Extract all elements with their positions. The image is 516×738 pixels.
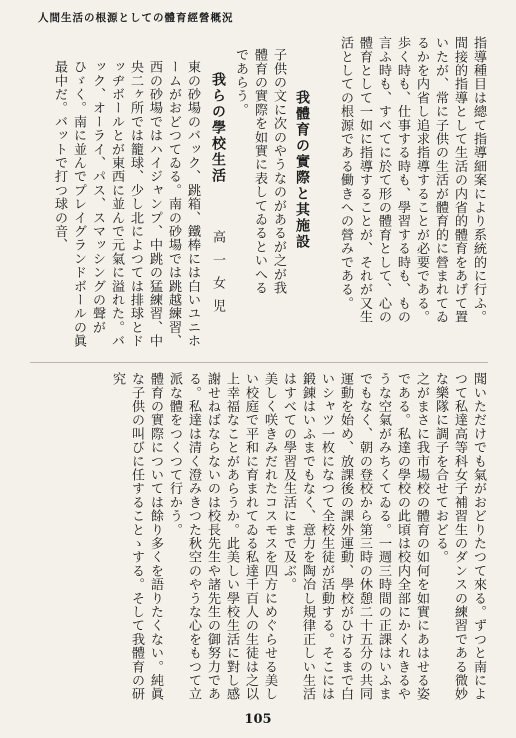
article-title: 我らの學校生活 (210, 72, 226, 184)
section-divider (30, 362, 488, 363)
running-header: 人間生活の根源としての體育經營概況 (38, 12, 234, 24)
intro-paragraph: 子供の文に次のやうなのがあるが之が我體育の實際を如實に表してゐるといへるであらう。 (233, 48, 286, 295)
section-heading: 我體育の實際と其施設 (294, 90, 310, 250)
bottom-body-text: 聞いただけでも氣がおどりたつて來る。ずつと南によつて私達高等科女子補習生のダンスの練習である微妙な樂隊に調子を合せておどる。 之がまさに我市場校の體育の如何を如實にあはせる姿である。私達の學校の此頃は校内全部にかくれきるやうな空氣がみちくてゐる。一週三時間の正課はいふまでもなく、朝の登校から第三時の休憩二十五分の共同運動を始め、放課後の課外運動、學校がひけるまで白いシャツ一枚になつて全校生徒が活動する。そこには鍛錬はいふまでもなく、意力を陶冶し規律正しい生活はすべての學習及生活にまで及ぶ。 美しく咲きみだれたコスモスを四方にめぐらせる美しい校庭で平和に育まれてゐる私達千百人の生徒は之以上幸福なことがあらうか。此美しい學校生活に對し感謝せねばならないのは校長先生や諸先生の御努力である。私達は清く澄みきつた秋空のやうな心をもつて立派な體をつくつて行かう。 體育の實際については餘り多くを語りたくない。純眞な子供の叫びに任することゝする。そして我體育の研究 (110, 372, 486, 701)
page-number: 105 (244, 712, 272, 727)
top-right-body-text: 指導種目は總て指導細案により系統的に行ふ。 間接的指導として生活の内省的體育をあげて置いたが、常に子供の生活が體育的に營まれてゐるかを内省し追求指導することが必要である。歩く時も、仕事する時も、學習する時も、もの言ふ時も、すべてに於て形の體育として、心の體育として一如に指導することが、それが又生活としての根源である働きへの營みである。 (338, 36, 486, 324)
author-name: 高一女児 (210, 230, 225, 322)
left-column-text: 東の砂場のバック、跳箱、鐵棒には白いユニホームがおどつてゐる。南の砂場では跳越練習、西の砂場ではハイジャンプ、中跳の猛練習、中央二ヶ所では籠球、少し北によつては排球とドッヂボールとが東西に並んで元氣に溢れた。バック、オーライ、パス、スマッシングの聲がひゞく。南に並んでプレイグランドボールの眞最中だ。バットで打つ球の音、 (52, 60, 200, 348)
